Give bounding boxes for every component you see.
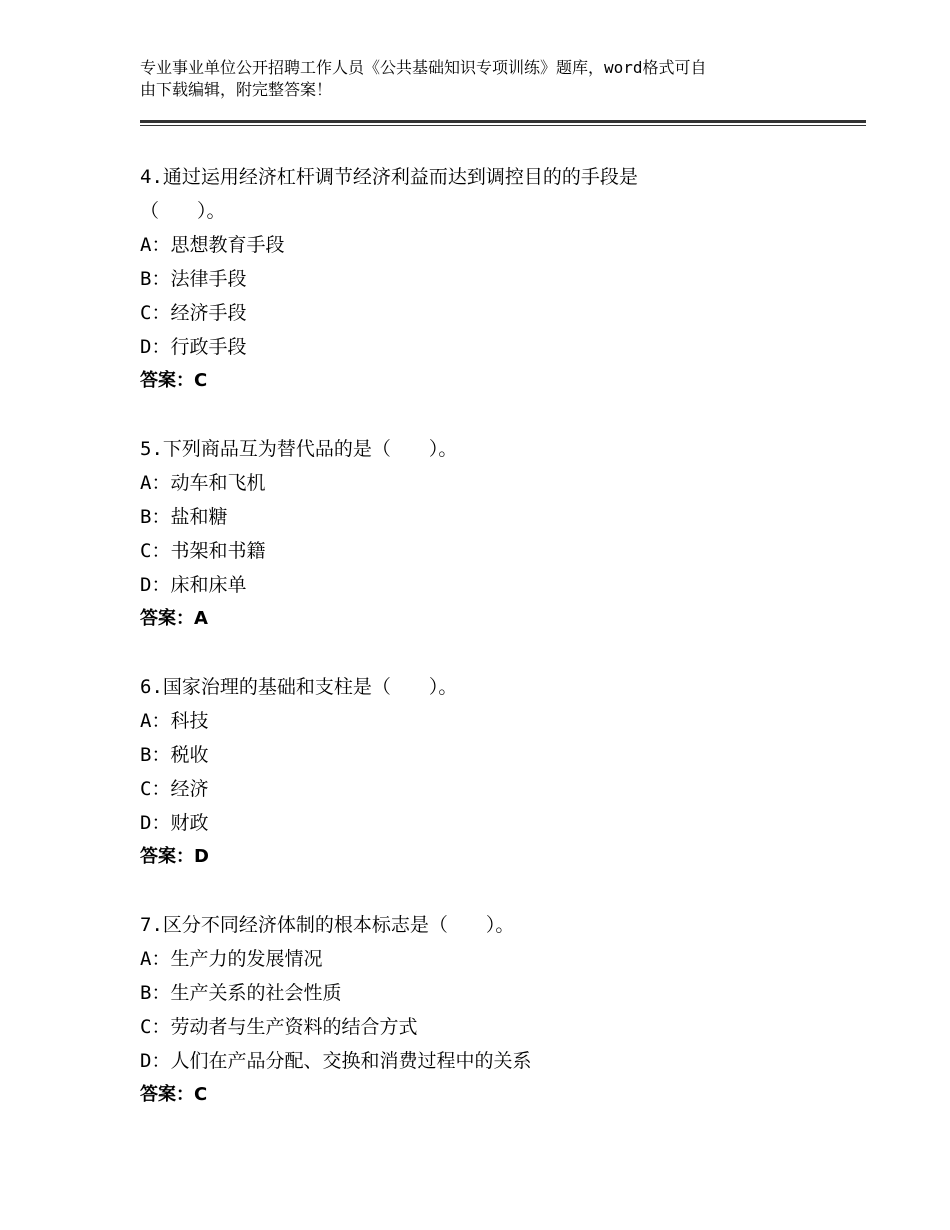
question-4	[140, 160, 860, 398]
question-5	[140, 432, 860, 636]
option-d: D：人们在产品分配、交换和消费过程中的关系	[140, 1050, 532, 1072]
option-d: D：行政手段	[140, 336, 247, 358]
answer: 答案：C	[140, 1084, 208, 1105]
option-a: A：科技	[140, 710, 209, 732]
question-stem-continued: （ ）。	[140, 200, 226, 222]
header-divider-thin	[140, 125, 866, 126]
answer: 答案：C	[140, 370, 208, 391]
option-a: A：思想教育手段	[140, 234, 285, 256]
document-header	[140, 57, 810, 101]
option-b: B：盐和糖	[140, 506, 228, 528]
header-line-2: 由下载编辑，附完整答案！	[140, 80, 333, 99]
question-stem: 7.区分不同经济体制的根本标志是（ ）。	[140, 914, 515, 936]
header-divider-thick	[140, 120, 866, 123]
question-stem: 5.下列商品互为替代品的是（ ）。	[140, 438, 458, 460]
option-d: D：财政	[140, 812, 209, 834]
option-c: C：劳动者与生产资料的结合方式	[140, 1016, 418, 1038]
option-d: D：床和床单	[140, 574, 247, 596]
question-6	[140, 670, 860, 874]
question-list	[140, 160, 860, 1146]
option-a: A：生产力的发展情况	[140, 948, 323, 970]
header-line-1: 专业事业单位公开招聘工作人员《公共基础知识专项训练》题库，word格式可自	[140, 58, 707, 77]
answer: 答案：D	[140, 846, 209, 867]
option-a: A：动车和飞机	[140, 472, 266, 494]
question-7	[140, 908, 860, 1112]
option-b: B：法律手段	[140, 268, 247, 290]
option-c: C：经济	[140, 778, 209, 800]
option-c: C：书架和书籍	[140, 540, 266, 562]
question-stem: 4.通过运用经济杠杆调节经济利益而达到调控目的的手段是	[140, 166, 638, 188]
answer: 答案：A	[140, 608, 208, 629]
question-stem: 6.国家治理的基础和支柱是（ ）。	[140, 676, 458, 698]
option-c: C：经济手段	[140, 302, 247, 324]
option-b: B：税收	[140, 744, 209, 766]
option-b: B：生产关系的社会性质	[140, 982, 342, 1004]
